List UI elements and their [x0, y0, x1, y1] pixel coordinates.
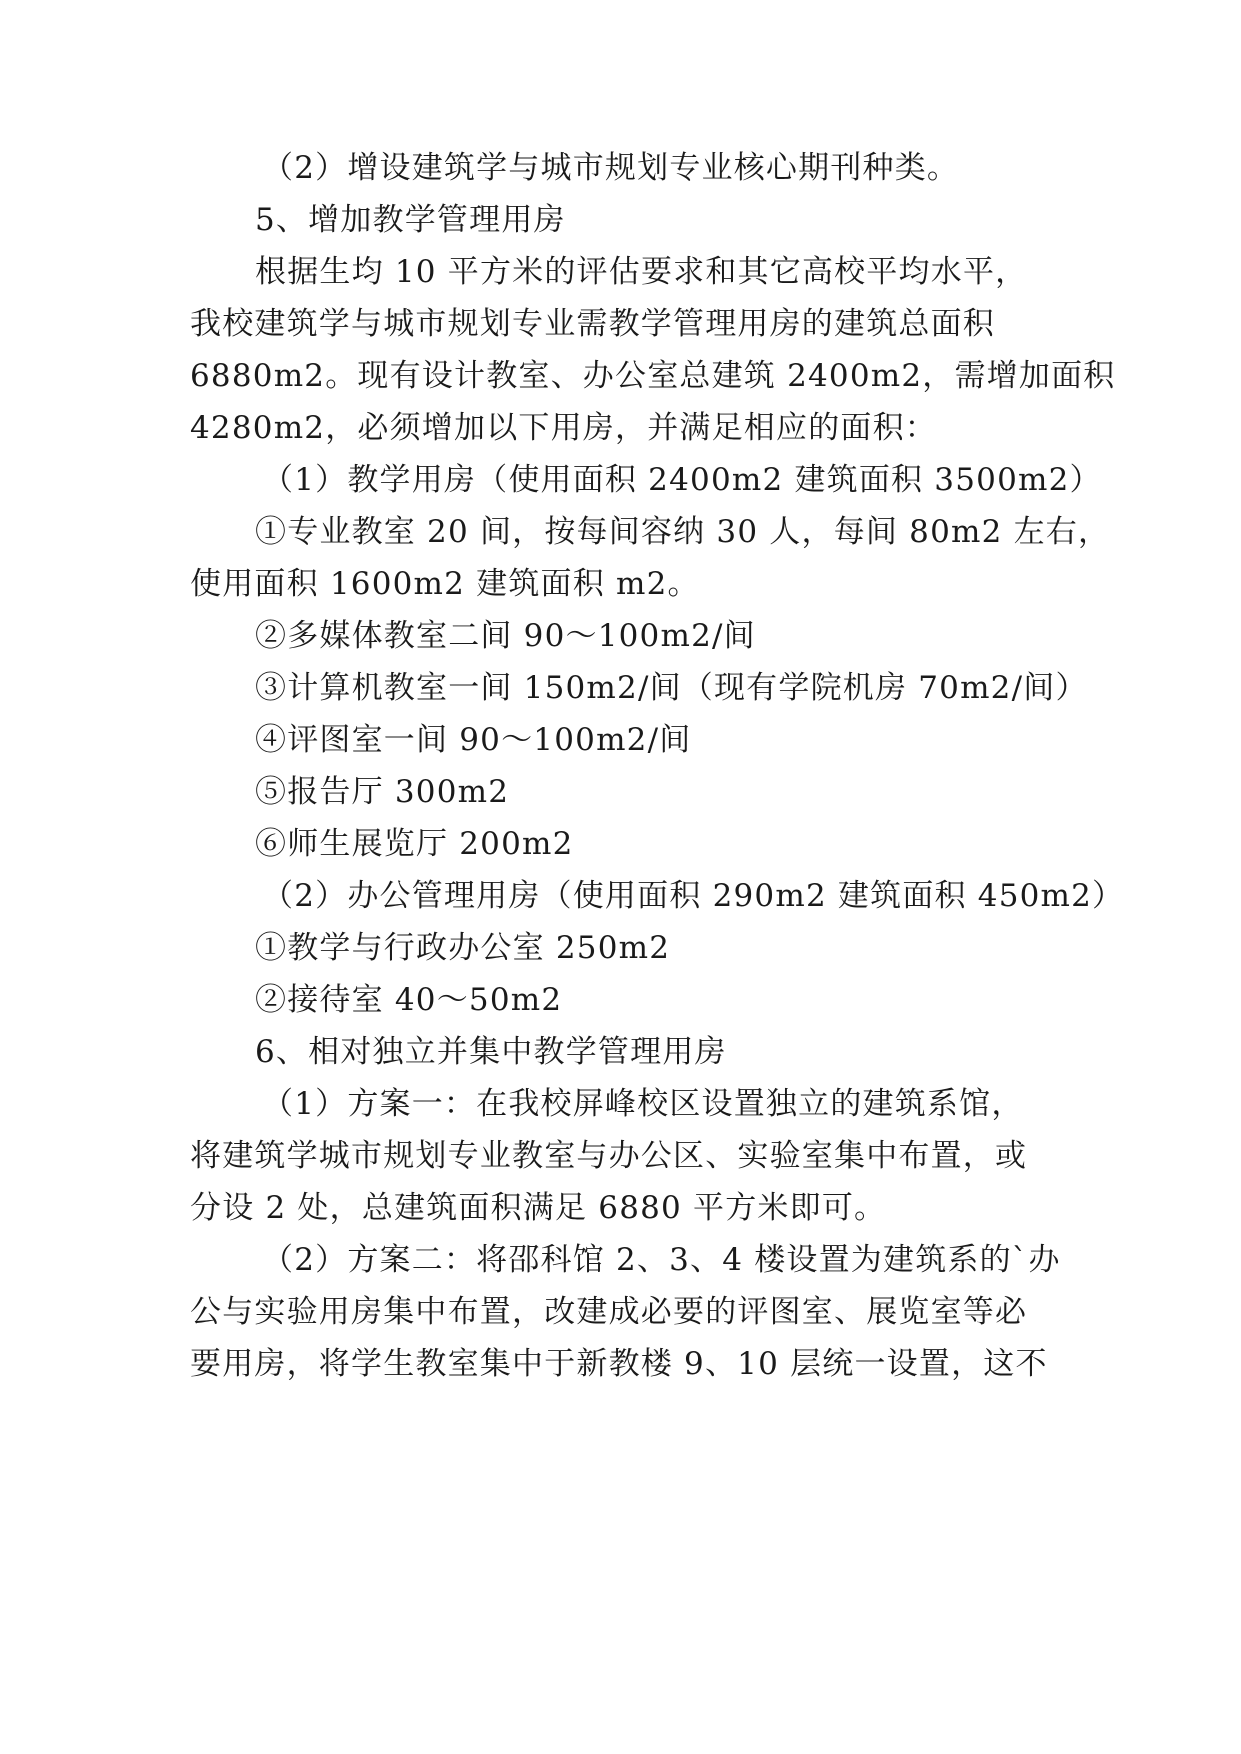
sub-heading: （1）教学用房（使用面积 2400m2 建筑面积 3500m2） [262, 462, 1102, 498]
sub-heading: （2）办公管理用房（使用面积 290m2 建筑面积 450m2） [262, 878, 1125, 914]
list-item: ②多媒体教室二间 90～100m2/间 [255, 618, 756, 654]
text-line: 6880m2。现有设计教室、办公室总建筑 2400m2，需增加面积 [190, 358, 1116, 394]
list-item: ⑥师生展览厅 200m2 [255, 826, 574, 862]
text-line: 使用面积 1600m2 建筑面积 m2。 [190, 566, 700, 602]
text-line: 根据生均 10 平方米的评估要求和其它高校平均水平， [255, 254, 1028, 290]
list-item: ①教学与行政办公室 250m2 [255, 930, 671, 966]
list-item: ①专业教室 20 间，按每间容纳 30 人，每间 80m2 左右， [255, 514, 1111, 550]
text-line: （2）增设建筑学与城市规划专业核心期刊种类。 [262, 150, 960, 186]
list-item: ④评图室一间 90～100m2/间 [255, 722, 692, 758]
text-line: （2）方案二：将邵科馆 2、3、4 楼设置为建筑系的`办 [262, 1242, 1061, 1278]
section-heading: 6、相对独立并集中教学管理用房 [255, 1034, 727, 1070]
list-item: ③计算机教室一间 150m2/间（现有学院机房 70m2/间） [255, 670, 1088, 706]
text-line: 分设 2 处，总建筑面积满足 6880 平方米即可。 [190, 1190, 887, 1226]
list-item: ⑤报告厅 300m2 [255, 774, 510, 810]
text-line: 4280m2，必须增加以下用房，并满足相应的面积： [190, 410, 938, 446]
text-line: （1）方案一：在我校屏峰校区设置独立的建筑系馆， [262, 1086, 1024, 1122]
text-line: 公与实验用房集中布置，改建成必要的评图室、展览室等必 [190, 1294, 1028, 1330]
text-line: 要用房，将学生教室集中于新教楼 9、10 层统一设置，这不 [190, 1346, 1048, 1382]
list-item: ②接待室 40～50m2 [255, 982, 563, 1018]
section-heading: 5、增加教学管理用房 [255, 202, 566, 238]
text-line: 我校建筑学与城市规划专业需教学管理用房的建筑总面积 [190, 306, 995, 342]
text-line: 将建筑学城市规划专业教室与办公区、实验室集中布置，或 [190, 1138, 1028, 1174]
